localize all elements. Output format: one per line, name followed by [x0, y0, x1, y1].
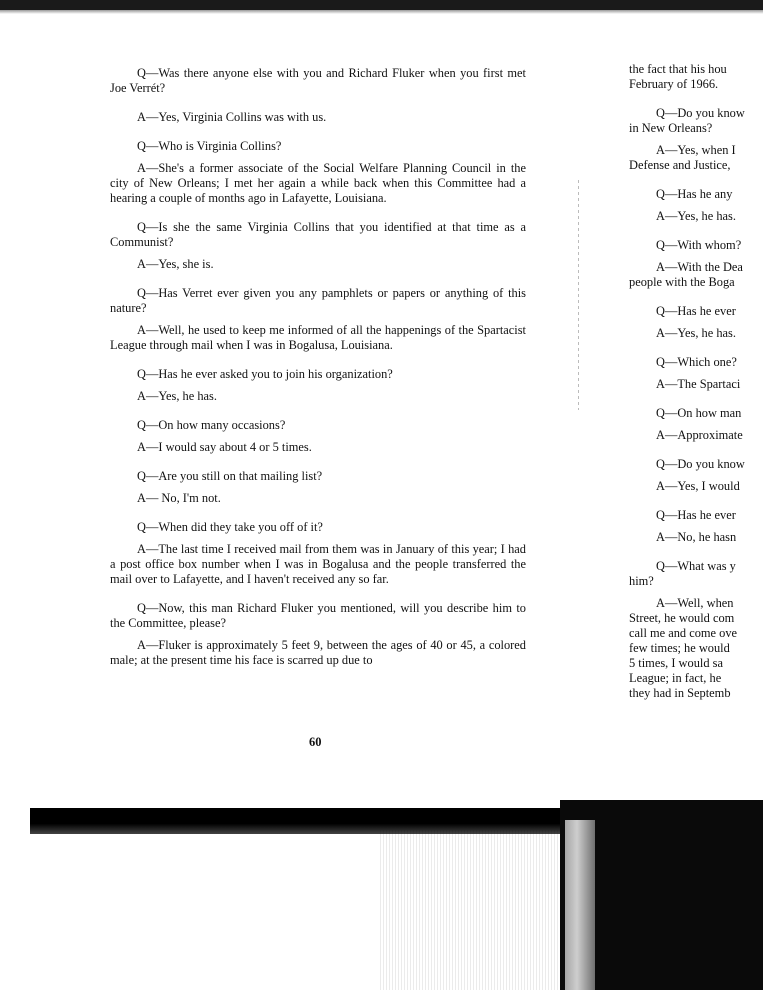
- paragraph: Q—On how man: [656, 406, 742, 420]
- scan-noise: [380, 830, 580, 990]
- paragraph: few times; he would: [629, 641, 730, 655]
- scan-top-border: [0, 0, 763, 10]
- paragraph: Q—Has he any: [656, 187, 733, 201]
- paragraph: people with the Boga: [629, 275, 735, 289]
- paragraph: A—Yes, he has.: [137, 389, 217, 403]
- paragraph: Q—Do you know: [656, 106, 745, 120]
- scan-bottom-shadow: [0, 800, 763, 990]
- paragraph: Street, he would com: [629, 611, 735, 625]
- paragraph: Q—Has he ever: [656, 304, 736, 318]
- paragraph: A—Yes, he has.: [656, 326, 736, 340]
- paragraph: Defense and Justice,: [629, 158, 731, 172]
- paragraph: Q—With whom?: [656, 238, 742, 252]
- paragraph: Q—When did they take you off of it?: [137, 520, 323, 534]
- paragraph: A—The last time I received mail from them was in January of this year; I had a post office box number when I was in Bogalusa and the people transferred the mail over to Lafayette, and I haven't received any so far.: [110, 542, 526, 586]
- scan-divider-line: [578, 180, 579, 410]
- right-page-text: [629, 62, 763, 701]
- paragraph: Q—Has he ever: [656, 508, 736, 522]
- paragraph: A—Well, when: [656, 596, 734, 610]
- paragraph: A—Yes, Virginia Collins was with us.: [137, 110, 327, 124]
- paragraph: Q—Was there anyone else with you and Richard Fluker when you first met Joe Verrét?: [110, 66, 526, 95]
- paragraph: A—Yes, I would: [656, 479, 740, 493]
- paragraph: A—The Spartaci: [656, 377, 741, 391]
- paragraph: Q—What was y: [656, 559, 736, 573]
- paragraph: Q—Which one?: [656, 355, 737, 369]
- paragraph: they had in Septemb: [629, 686, 731, 700]
- scan-spine-glare: [565, 820, 595, 990]
- paragraph: February of 1966.: [629, 77, 719, 91]
- paragraph: Q—Are you still on that mailing list?: [137, 469, 323, 483]
- paragraph: Q—Is she the same Virginia Collins that you identified at that time as a Communist?: [110, 220, 526, 249]
- left-page-text: [110, 66, 526, 668]
- paragraph: A—Fluker is approximately 5 feet 9, between the ages of 40 or 45, a colored male; at the present time his face is scarred up due to: [110, 638, 526, 667]
- paragraph: A—She's a former associate of the Social Welfare Planning Council in the city of New Orleans; I met her again a while back when this Committee had a hearing a couple of months ago in Lafayette, Louisiana.: [110, 161, 526, 205]
- page-number: 60: [309, 735, 322, 749]
- paragraph: Q—Now, this man Richard Fluker you mentioned, will you describe him to the Committee, please?: [110, 601, 526, 630]
- paragraph: Q—Has Verret ever given you any pamphlets or papers or anything of this nature?: [110, 286, 526, 315]
- paragraph: in New Orleans?: [629, 121, 713, 135]
- paragraph: A—I would say about 4 or 5 times.: [137, 440, 312, 454]
- paragraph: call me and come ove: [629, 626, 738, 640]
- paragraph: Q—Has he ever asked you to join his organization?: [137, 367, 393, 381]
- paragraph: A—Well, he used to keep me informed of all the happenings of the Spartacist League through mail when I was in Bogalusa, Louisiana.: [110, 323, 526, 352]
- paragraph: 5 times, I would sa: [629, 656, 723, 670]
- scan-top-shadow: [0, 10, 763, 14]
- paragraph: A—No, he hasn: [656, 530, 737, 544]
- paragraph: Q—On how many occasions?: [137, 418, 286, 432]
- paragraph: League; in fact, he: [629, 671, 722, 685]
- paragraph: A—Approximate: [656, 428, 743, 442]
- paragraph: Q—Who is Virginia Collins?: [137, 139, 282, 153]
- paragraph: him?: [629, 574, 654, 588]
- paragraph: A—Yes, she is.: [137, 257, 214, 271]
- paragraph: Q—Do you know: [656, 457, 745, 471]
- paragraph: the fact that his hou: [629, 62, 727, 76]
- paragraph: A—With the Dea: [656, 260, 743, 274]
- paragraph: A— No, I'm not.: [137, 491, 221, 505]
- paragraph: A—Yes, he has.: [656, 209, 736, 223]
- paragraph: A—Yes, when I: [656, 143, 736, 157]
